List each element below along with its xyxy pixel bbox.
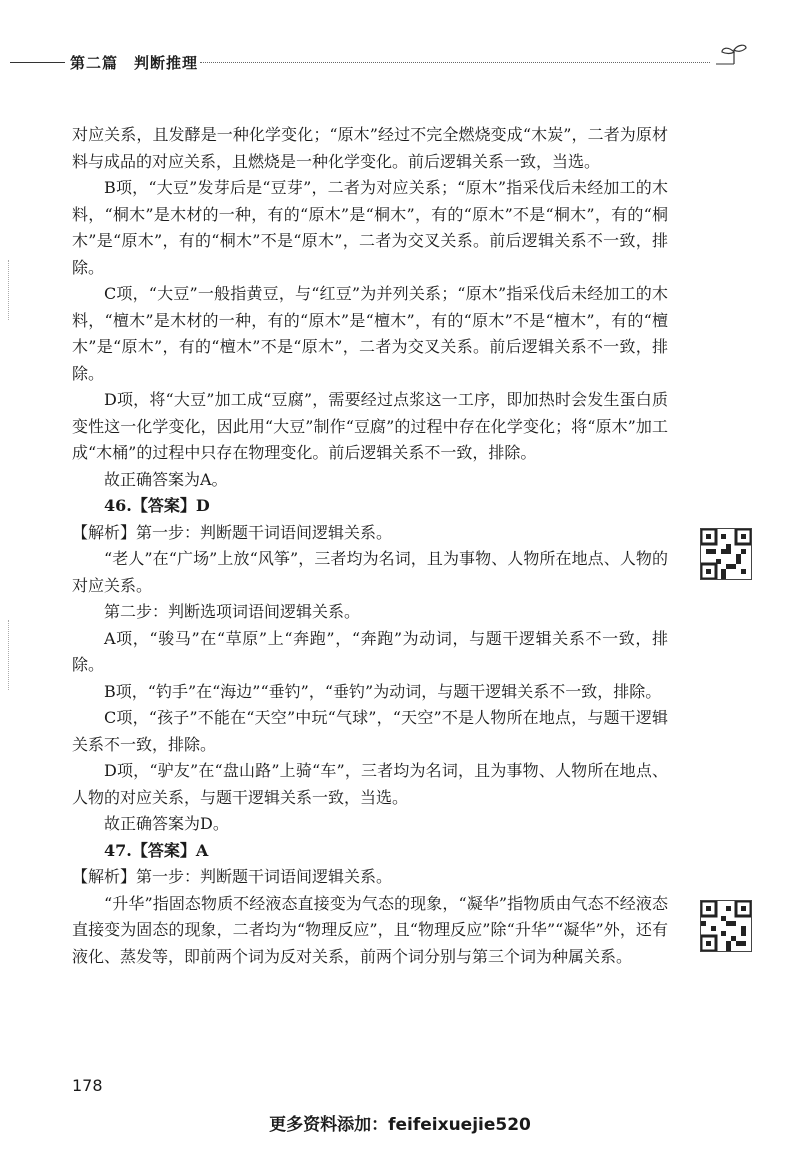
paragraph: C项，“孩子”不能在“天空”中玩“气球”，“天空”不是人物所在地点，与题干逻辑关系不一致，排除。: [72, 708, 668, 754]
paragraph: D项，“驴友”在“盘山路”上骑“车”，三者均为名词，且为事物、人物所在地点、人物的对应关系，与题干逻辑关系一致，当选。: [72, 761, 668, 807]
analysis-step: 第二步：判断选项词语间逻辑关系。: [104, 602, 361, 621]
answer-heading: 47.【答案】A: [104, 840, 209, 860]
paragraph: D项，将“大豆”加工成“豆腐”，需要经过点浆这一工序，即加热时会发生蛋白质变性这一化学变化，因此用“大豆”制作“豆腐”的过程中存在化学变化；将“原木”加工成“木桶”的过程中只存在物理变化。前后逻辑关系不一致，排除。: [72, 390, 668, 462]
qr-code-icon[interactable]: [700, 528, 752, 580]
analysis-step: 【解析】第一步：判断题干词语间逻辑关系。: [72, 867, 393, 886]
paragraph: “老人”在“广场”上放“风筝”，三者均为名词，且为事物、人物所在地点、人物的对应关系。: [72, 549, 668, 595]
paragraph: A项，“骏马”在“草原”上“奔跑”，“奔跑”为动词，与题干逻辑关系不一致，排除。: [72, 628, 668, 674]
section-title: 第二篇 判断推理: [70, 54, 199, 72]
sprout-icon: [712, 42, 752, 72]
paragraph: 故正确答案为D。: [104, 814, 229, 833]
paragraph: C项，“大豆”一般指黄豆，与“红豆”为并列关系；“原木”指采伐后未经加工的木料，“檀木”是木材的一种，有的“原木”是“檀木”，有的“原木”不是“檀木”，有的“檀木”是“原木”，有的“檀木”不是“原木”，二者为交叉关系。前后逻辑关系不一致，排除。: [72, 284, 668, 383]
paragraph: 对应关系，且发酵是一种化学变化；“原木”经过不完全燃烧变成“木炭”，二者为原材料与成品的对应关系，且燃烧是一种化学变化。前后逻辑关系一致，当选。: [72, 125, 668, 171]
header-rule-right: [200, 62, 710, 63]
qr-code-icon[interactable]: [700, 900, 752, 952]
paragraph: 故正确答案为A。: [104, 469, 228, 489]
answer-heading: 46.【答案】D: [104, 496, 210, 515]
page-body: [72, 122, 668, 970]
footer-note: 更多资料添加：feifeixuejie520: [269, 1115, 531, 1135]
paragraph: B项，“大豆”发芽后是“豆芽”，二者为对应关系；“原木”指采伐后未经加工的木料，“桐木”是木材的一种，有的“原木”是“桐木”，有的“原木”不是“桐木”，有的“桐木”是“原木”，有的“桐木”不是“原木”，二者为交叉关系。前后逻辑关系不一致，排除。: [72, 178, 668, 277]
margin-mark: [8, 620, 11, 690]
paragraph: B项，“钓手”在“海边”“垂钓”，“垂钓”为动词，与题干逻辑关系不一致，排除。: [104, 681, 662, 701]
margin-mark: [8, 260, 11, 320]
analysis-step: 【解析】第一步：判断题干词语间逻辑关系。: [72, 522, 393, 542]
header-rule-left: [10, 62, 65, 63]
paragraph: “升华”指固态物质不经液态直接变为气态的现象，“凝华”指物质由气态不经液态直接变为固态的现象，二者均为“物理反应”，且“物理反应”除“升华”“凝华”外，还有液化、蒸发等，即前两个词为反对关系，前两个词分别与第三个词为种属关系。: [72, 893, 668, 966]
page-header: [0, 42, 800, 78]
page-number: 178: [72, 1076, 103, 1095]
